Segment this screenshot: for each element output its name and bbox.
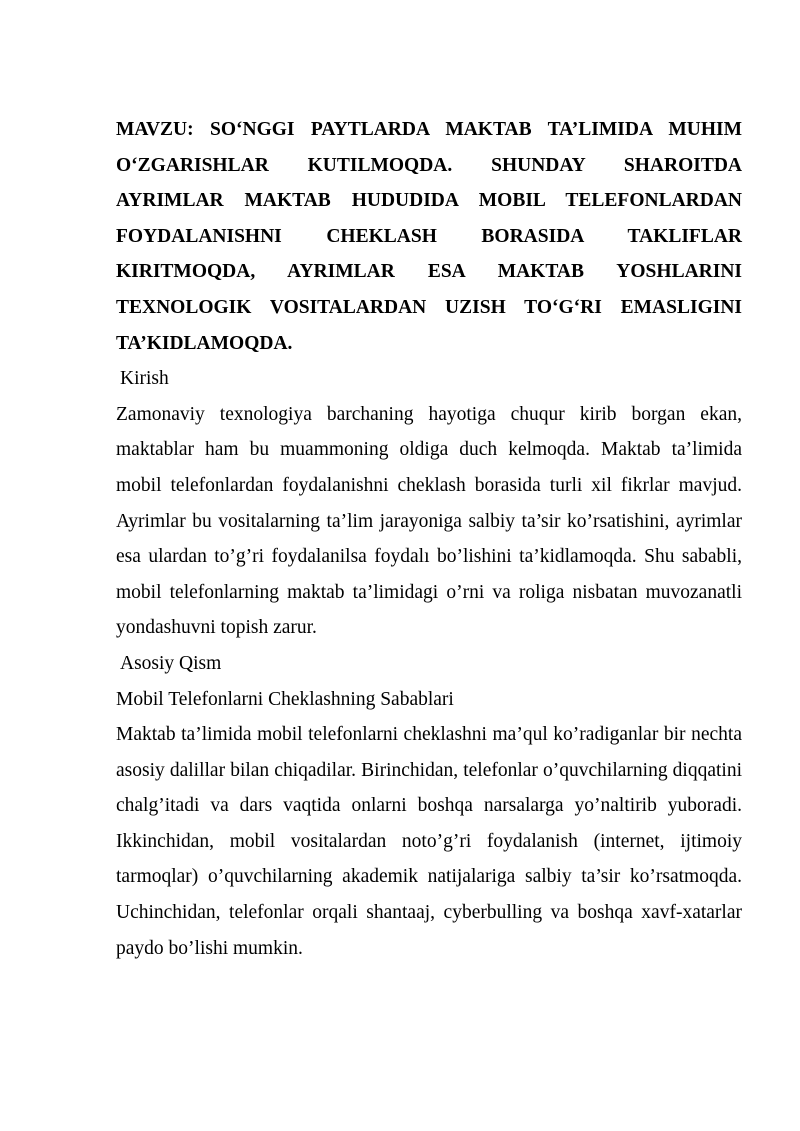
paragraph-asosiy-qism: Maktab ta’limida mobil telefonlarni cheklashni ma’qul ko’radiganlar bir nechta asosiy dalillar bilan chiqadilar. Birinchidan, telefonlar o’quvchilarning diqqatini chalg’itadi va dars vaqtida onlarni boshqa narsalarga yo’naltirib yuboradi. Ikkinchidan, mobil vositalardan noto’g’ri foydalanish (internet, ijtimoiy tarmoqlar) o’quvchilarning akademik natijalariga salbiy ta’sir ko’rsatmoqda. Uchinchidan, telefonlar orqali shantaaj, cyberbulling va boshqa xavf-xatarlar paydo bo’lishi mumkin. [116,724,742,959]
document-page [116,112,742,966]
document-title: MAVZU: SO‘NGGI PAYTLARDA MAKTAB TA’LIMIDA MUHIM O‘ZGARISHLAR KUTILMOQDA. SHUNDAY SHAROITDA AYRIMLAR MAKTAB HUDUDIDA MOBIL TELEFONLARDAN FOYDALANISHNI CHEKLASH BORASIDA TAKLIFLAR KIRITMOQDA, AYRIMLAR ESA MAKTAB YOSHLARINI TEXNOLOGIK VOSITALARDAN UZISH TO‘G‘RI EMASLIGINI TA’KIDLAMOQDA. [116,119,742,354]
section-heading-asosiy-qism: Asosiy Qism [120,652,222,674]
subheading-cheklash-sabablari: Mobil Telefonlarni Cheklashning Sabablari [116,688,454,710]
paragraph-kirish: Zamonaviy texnologiya barchaning hayotiga chuqur kirib borgan ekan, maktablar ham bu muammoning oldiga duch kelmoqda. Maktab ta’limida mobil telefonlardan foydalanishni cheklash borasida turli xil fikrlar mavjud. Ayrimlar bu vositalarning ta’lim jarayoniga salbiy ta’sir ko’rsatishini, ayrimlar esa ulardan to’g’ri foydalanilsa foydalı bo’lishini ta’kidlamoqda. Shu sababli, mobil telefonlarning maktab ta’limidagi o’rni va roliga nisbatan muvozanatli yondashuvni topish zarur. [116,403,742,639]
section-heading-kirish: Kirish [120,368,169,390]
